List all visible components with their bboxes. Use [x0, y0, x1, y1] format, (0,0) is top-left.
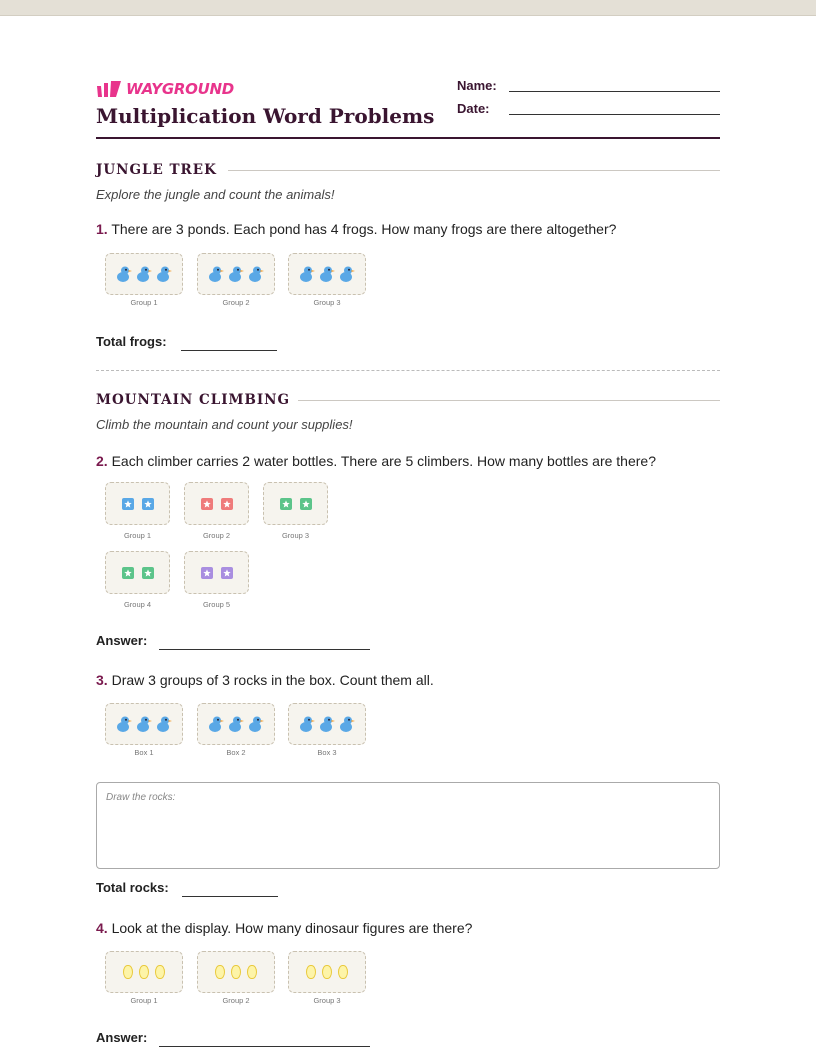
group-caption: Group 4 [123, 600, 152, 609]
page-top-bar [0, 0, 816, 16]
question-text: There are 3 ponds. Each pond has 4 frogs. How many frogs are there altogether? [111, 221, 617, 237]
star-square-icon [221, 567, 233, 579]
group-box [105, 951, 183, 993]
egg-icon [247, 965, 257, 979]
question-1 [96, 221, 616, 237]
group-caption: Group 1 [123, 531, 152, 540]
group-caption: Box 3 [317, 748, 337, 757]
worksheet-title: Multiplication Word Problems [96, 104, 435, 128]
bird-icon [207, 715, 225, 733]
question-2 [96, 453, 656, 469]
egg-icon [322, 965, 332, 979]
question-4 [96, 920, 472, 936]
bird-icon [135, 265, 153, 283]
group-box [105, 253, 183, 295]
group-box [288, 951, 366, 993]
group-box [184, 551, 249, 594]
group-caption: Box 2 [226, 748, 246, 757]
question-3 [96, 672, 434, 688]
group-caption: Group 1 [130, 298, 158, 307]
question-number: 1. [96, 221, 108, 237]
star-square-icon [201, 498, 213, 510]
brand-logo [96, 80, 234, 98]
answer-field[interactable] [182, 896, 278, 897]
group-box [288, 253, 366, 295]
question-text: Each climber carries 2 water bottles. There are 5 climbers. How many bottles are there? [111, 453, 656, 469]
egg-icon [306, 965, 316, 979]
answer-field[interactable] [159, 1046, 370, 1047]
group-caption: Group 3 [313, 996, 341, 1005]
group-box [105, 551, 170, 594]
bird-icon [247, 265, 265, 283]
star-square-icon [142, 567, 154, 579]
star-square-icon [201, 567, 213, 579]
group-caption: Group 3 [313, 298, 341, 307]
star-square-icon [122, 567, 134, 579]
answer-label: Total rocks: [96, 880, 169, 895]
brand-name: WAYGROUND [126, 80, 234, 98]
group-caption: Group 2 [202, 531, 231, 540]
egg-icon [123, 965, 133, 979]
egg-icon [155, 965, 165, 979]
group-box [197, 253, 275, 295]
header-divider [96, 137, 720, 139]
egg-icon [215, 965, 225, 979]
name-field[interactable] [509, 91, 720, 92]
group-box [288, 703, 366, 745]
bird-icon [298, 715, 316, 733]
star-square-icon [221, 498, 233, 510]
bird-icon [247, 715, 265, 733]
bird-icon [227, 265, 245, 283]
group-caption: Group 1 [130, 996, 158, 1005]
star-square-icon [142, 498, 154, 510]
drawing-placeholder: Draw the rocks: [106, 792, 176, 803]
section-title: JUNGLE TREK [96, 162, 217, 178]
question-number: 4. [96, 920, 108, 936]
group-box [105, 703, 183, 745]
group-caption: Group 2 [222, 996, 250, 1005]
wayground-logo-icon [96, 80, 122, 98]
bird-icon [298, 265, 316, 283]
bird-icon [155, 265, 173, 283]
group-box [197, 703, 275, 745]
section-subtitle: Climb the mountain and count your supplies! [96, 417, 353, 432]
group-caption: Box 1 [134, 748, 154, 757]
date-label: Date: [457, 101, 490, 116]
answer-label: Total frogs: [96, 334, 167, 349]
answer-label: Answer: [96, 633, 148, 648]
name-label: Name: [457, 78, 497, 93]
section-rule [298, 400, 720, 401]
star-square-icon [122, 498, 134, 510]
bird-icon [227, 715, 245, 733]
group-box [263, 482, 328, 525]
date-field[interactable] [509, 114, 720, 115]
bird-icon [155, 715, 173, 733]
question-text: Draw 3 groups of 3 rocks in the box. Count them all. [111, 672, 434, 688]
answer-label: Answer: [96, 1030, 148, 1045]
bird-icon [338, 265, 356, 283]
bird-icon [135, 715, 153, 733]
egg-icon [139, 965, 149, 979]
group-box [105, 482, 170, 525]
question-text: Look at the display. How many dinosaur figures are there? [111, 920, 473, 936]
star-square-icon [300, 498, 312, 510]
egg-icon [338, 965, 348, 979]
egg-icon [231, 965, 241, 979]
bird-icon [115, 265, 133, 283]
group-box [197, 951, 275, 993]
answer-field[interactable] [181, 350, 277, 351]
section-separator [96, 370, 720, 371]
star-square-icon [280, 498, 292, 510]
answer-field[interactable] [159, 649, 370, 650]
section-title: MOUNTAIN CLIMBING [96, 392, 291, 408]
bird-icon [318, 715, 336, 733]
bird-icon [207, 265, 225, 283]
group-caption: Group 3 [281, 531, 310, 540]
group-caption: Group 5 [202, 600, 231, 609]
section-subtitle: Explore the jungle and count the animals! [96, 187, 335, 202]
drawing-area[interactable] [96, 782, 720, 869]
group-caption: Group 2 [222, 298, 250, 307]
bird-icon [338, 715, 356, 733]
section-rule [228, 170, 720, 171]
bird-icon [318, 265, 336, 283]
bird-icon [115, 715, 133, 733]
question-number: 3. [96, 672, 108, 688]
question-number: 2. [96, 453, 108, 469]
group-box [184, 482, 249, 525]
